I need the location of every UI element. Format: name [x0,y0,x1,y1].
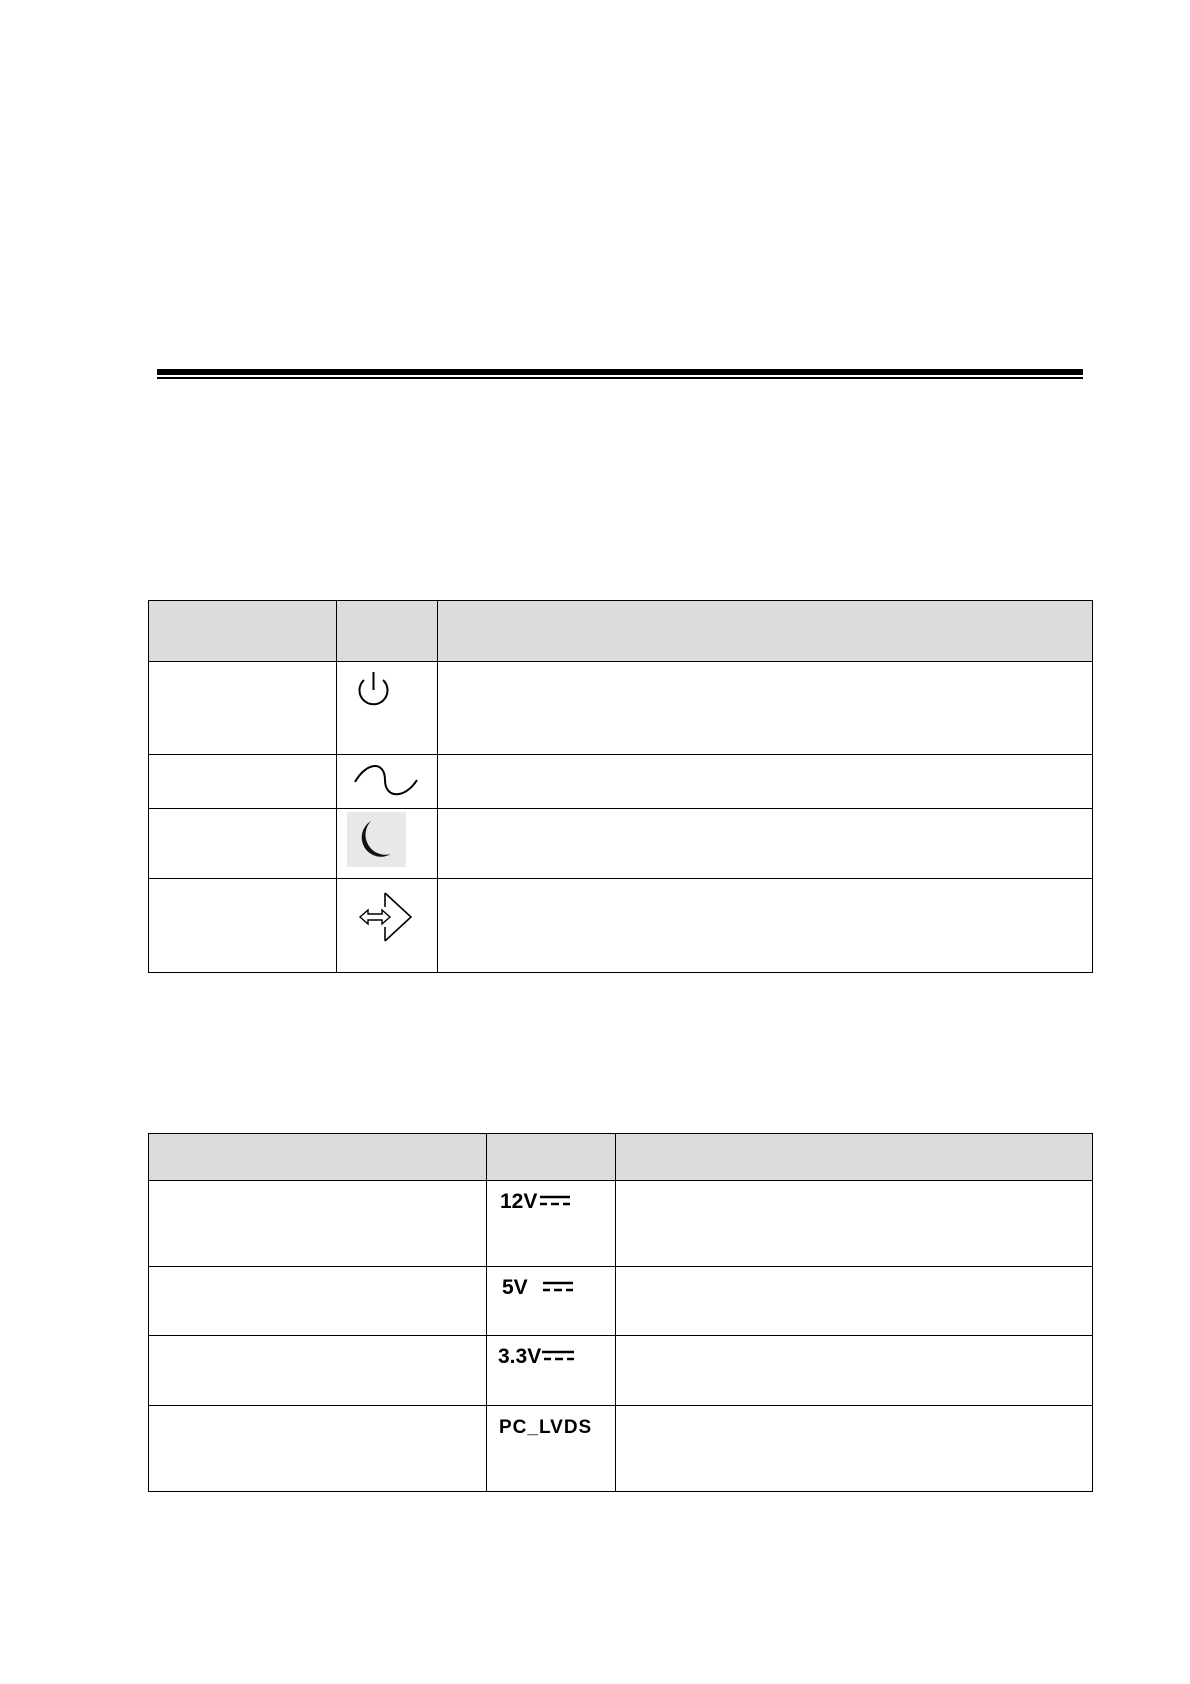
name-cell [149,1336,487,1406]
symbol-cell [337,662,438,755]
description-cell [616,1267,1093,1336]
description-cell [438,879,1093,973]
symbol-cell [487,1406,616,1492]
name-cell [149,1181,487,1267]
table-row [149,1267,1093,1336]
direct-current-icon [537,1190,571,1212]
voltage-label: 3.3V [498,1345,542,1368]
name-cell [149,1406,487,1492]
header-cell-name [149,1134,487,1181]
name-cell [149,1267,487,1336]
header-cell-symbol [337,601,438,662]
title-rule [157,369,1083,379]
table-row [149,1336,1093,1406]
table-row [149,662,1093,755]
moon-sleep-icon [337,809,436,874]
symbol-cell [337,809,438,879]
symbols-table-2 [148,1133,1093,1492]
voltage-symbol-12v [487,1181,615,1212]
description-cell [616,1181,1093,1267]
description-cell [438,809,1093,879]
header-cell-name [149,601,337,662]
input-output-icon [337,879,436,949]
table-row [149,1406,1093,1492]
symbol-cell [337,879,438,973]
symbol-cell [487,1181,616,1267]
name-cell [149,662,337,755]
direct-current-icon [541,1345,575,1367]
power-standby-icon [337,662,436,722]
table-header-row [149,1134,1093,1181]
alternating-current-icon [337,755,436,805]
table-row [149,1181,1093,1267]
table-row [149,755,1093,809]
table-row [149,809,1093,879]
description-cell [616,1406,1093,1492]
symbol-cell [487,1267,616,1336]
table-header-row [149,601,1093,662]
symbols-table-1 [148,600,1093,973]
header-cell-description [438,601,1093,662]
symbol-cell [487,1336,616,1406]
pc-lvds-label: PC_LVDS [499,1417,593,1438]
voltage-label: 5V [502,1276,528,1299]
name-cell [149,755,337,809]
table-row [149,879,1093,973]
voltage-symbol-5v [487,1267,615,1298]
description-cell [616,1336,1093,1406]
direct-current-icon [540,1276,574,1298]
name-cell [149,879,337,973]
voltage-symbol-3-3v [487,1336,615,1367]
name-cell [149,809,337,879]
description-cell [438,662,1093,755]
voltage-label: 12V [500,1190,538,1213]
symbol-cell [337,755,438,809]
header-cell-description [616,1134,1093,1181]
description-cell [438,755,1093,809]
header-cell-symbol [487,1134,616,1181]
